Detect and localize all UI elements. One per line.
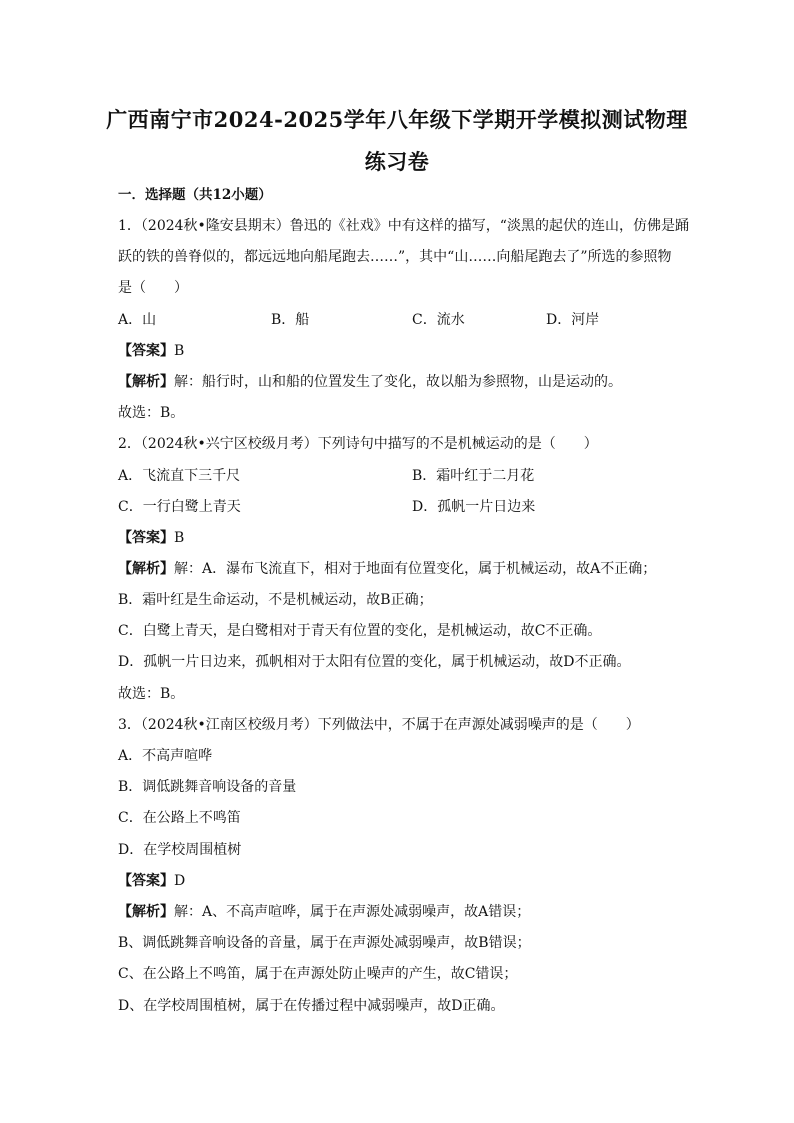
q1-option-c: C．流水 — [412, 312, 465, 328]
q3-analysis-line1 — [118, 902, 688, 922]
analysis-label: 【解析】 — [118, 904, 174, 920]
q1-stem-line1: 1．（2024秋•隆安县期末）鲁迅的《社戏》中有这样的描写，“淡黑的起伏的连山，仿佛是踊 — [118, 218, 689, 234]
answer-label: 【答案】 — [118, 873, 174, 889]
answer-label: 【答案】 — [118, 530, 174, 546]
q3-analysis-line2: B、调低跳舞音响设备的音量，属于在声源处减弱噪声，故B错误； — [118, 935, 531, 951]
analysis-label: 【解析】 — [118, 374, 174, 390]
q3-analysis-line4: D、在学校周围植树，属于在传播过程中减弱噪声，故D正确。 — [118, 998, 505, 1014]
q2-analysis-text: 解：A．瀑布飞流直下，相对于地面有位置变化，属于机械运动，故A不正确； — [174, 561, 657, 577]
section-heading: 一．选择题（共12小题） — [118, 187, 272, 203]
q2-answer-value: B — [174, 530, 185, 546]
analysis-label: 【解析】 — [118, 561, 174, 577]
document-title-line1: 广西南宁市2024-2025学年八年级下学期开学模拟测试物理 — [106, 107, 688, 132]
q3-analysis-text: 解：A、不高声喧哗，属于在声源处减弱噪声，故A错误； — [174, 904, 531, 920]
q2-stem: 2．（2024秋•兴宁区校级月考）下列诗句中描写的不是机械运动的是（ ） — [118, 436, 598, 452]
q3-answer — [118, 871, 688, 891]
q2-option-d: D．孤帆一片日边来 — [412, 499, 536, 515]
q2-option-c: C．一行白鹭上青天 — [118, 499, 241, 515]
q3-option-c: C．在公路上不鸣笛 — [118, 810, 241, 826]
q1-option-b: B．船 — [271, 312, 310, 328]
q1-stem-line2: 跃的铁的兽脊似的，都远远地向船尾跑去……”，其中“山……向船尾跑去了”所选的参照物 — [118, 249, 672, 265]
q3-answer-value: D — [174, 873, 186, 889]
answer-label: 【答案】 — [118, 343, 174, 359]
q1-answer-value: B — [174, 343, 185, 359]
q1-analysis — [118, 372, 688, 392]
q1-answer — [118, 341, 688, 361]
q3-option-d: D．在学校周围植树 — [118, 842, 242, 858]
q1-option-a: A．山 — [118, 312, 157, 328]
q2-conclusion: 故选：B。 — [118, 686, 185, 702]
q1-stem-line3: 是（ ） — [118, 280, 188, 296]
q2-analysis-line4: D．孤帆一片日边来，孤帆相对于太阳有位置的变化，属于机械运动，故D不正确。 — [118, 654, 631, 670]
q3-option-a: A．不高声喧哗 — [118, 748, 213, 764]
q3-analysis-line3: C、在公路上不鸣笛，属于在声源处防止噪声的产生，故C错误； — [118, 966, 518, 982]
q2-option-b: B．霜叶红于二月花 — [412, 468, 535, 484]
q2-option-a: A．飞流直下三千尺 — [118, 468, 241, 484]
q2-answer — [118, 528, 688, 548]
document-title-line2: 练习卷 — [364, 149, 430, 174]
q1-option-d: D．河岸 — [546, 312, 600, 328]
q2-analysis-line2: B．霜叶红是生命运动，不是机械运动，故B正确； — [118, 592, 433, 608]
q2-analysis-line1 — [118, 559, 688, 579]
q1-analysis-text: 解：船行时，山和船的位置发生了变化，故以船为参照物，山是运动的。 — [174, 374, 622, 390]
q3-stem: 3．（2024秋•江南区校级月考）下列做法中，不属于在声源处减弱噪声的是（ ） — [118, 717, 640, 733]
q2-analysis-line3: C．白鹭上青天，是白鹭相对于青天有位置的变化，是机械运动，故C不正确。 — [118, 623, 602, 639]
q1-conclusion: 故选：B。 — [118, 405, 185, 421]
q3-option-b: B．调低跳舞音响设备的音量 — [118, 779, 297, 795]
